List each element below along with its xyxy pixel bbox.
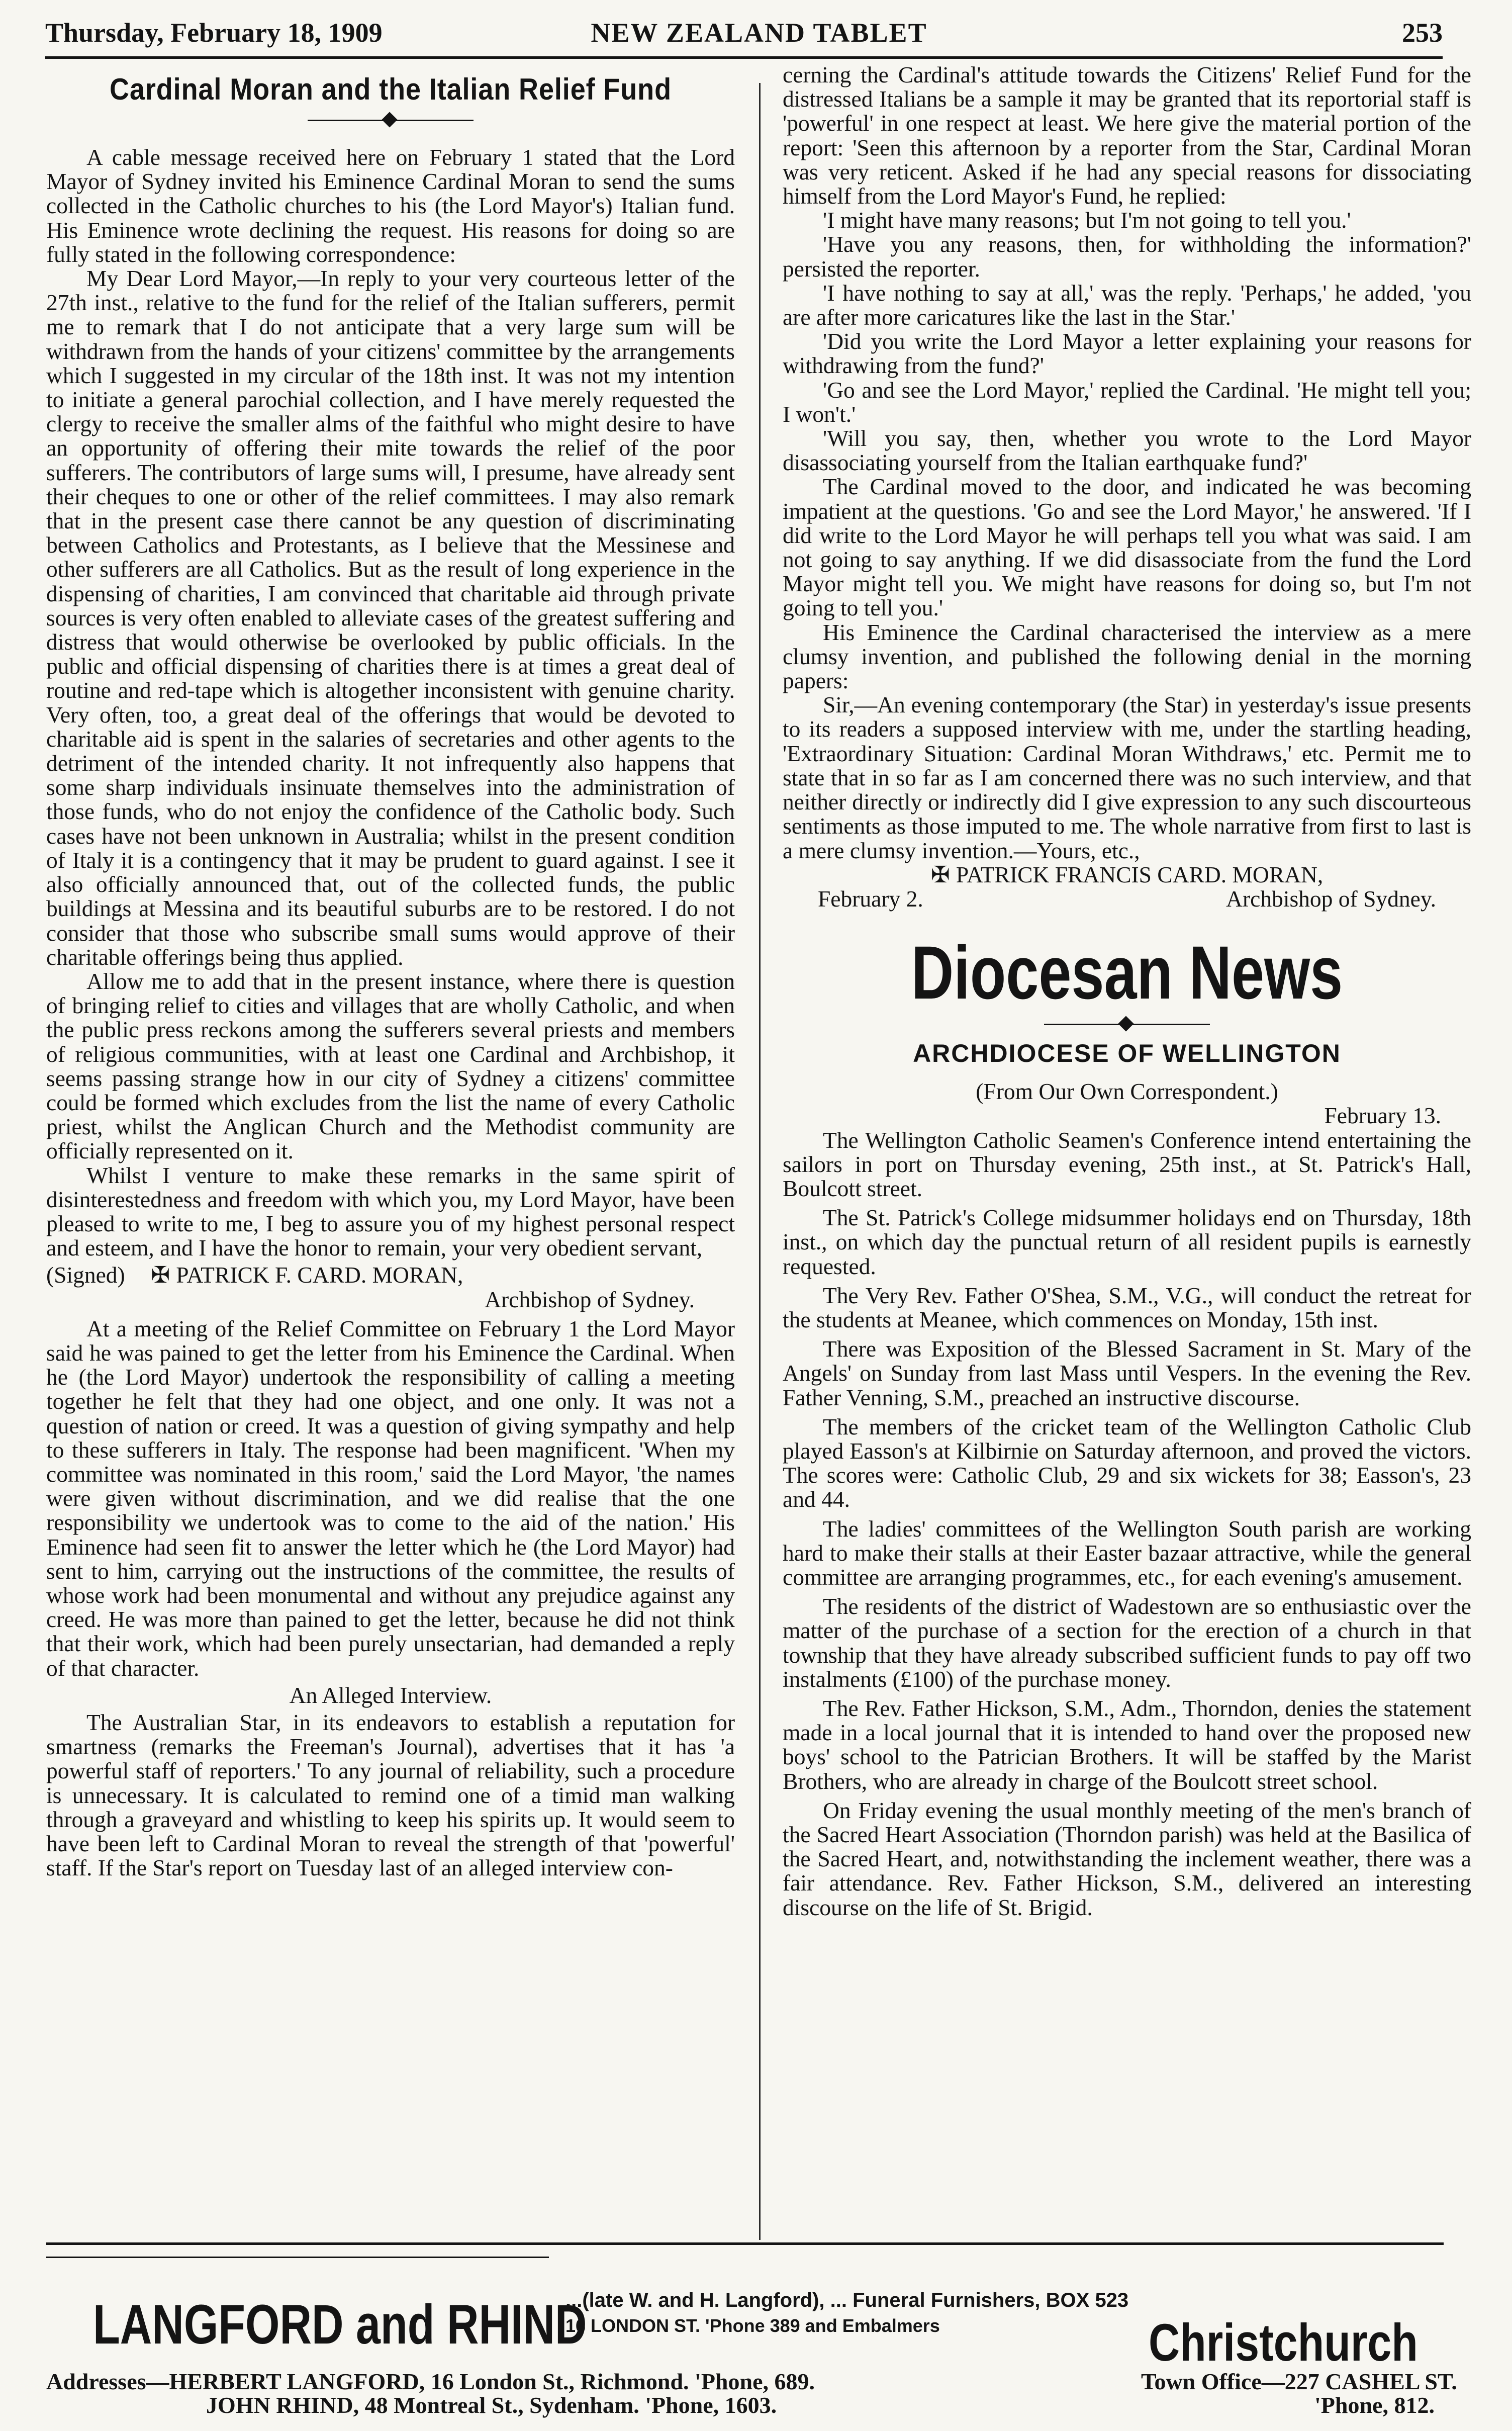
news-item: There was Exposition of the Blessed Sacrament in St. Mary of the Angels' on Sunday from last Mass until Vespers. In the evening the Rev. Father Venning, S.M., preached an instructive discourse.	[783, 1336, 1471, 1410]
title-ornament	[783, 1014, 1471, 1034]
letter-paragraph: Allow me to add that in the present instance, where there is question of bringing relief to cities and villages that are wholly Catholic, and when the public press reckons among the sufferers several priests and members of religious communities, with at least one Cardinal and Archbishop, it seems passing strange how in our city of Sydney a citizens' committee could be formed which excludes from the list the name of every Catholic priest, whilst the Anglican Church and the Methodist community are officially represented on it.	[46, 968, 735, 1164]
advertiser-details: ...(late W. and H. Langford), ... Funeral Furnishers, BOX 523	[565, 2289, 1129, 2311]
section-subheading: An Alleged Interview.	[289, 1682, 492, 1708]
article-paragraph: The Australian Star, in its endeavors to establish a reputation for smartness (remarks the Freeman's Journal), advertises that it has 'a powerful staff of reporters.' To any journal of reliability, such a procedure is unnecessary. It is calculated to remind one of a timid man walking through a graveyard and whistling to keep his spirits up. It would seem to have been left to Cardinal Moran to reveal the strength of that 'powerful' staff. If the Star's report on Tuesday last of an alleged interview con-	[46, 1709, 735, 1881]
advertiser-street: 16 LONDON ST. 'Phone 389 and Embalmers	[565, 2315, 940, 2336]
news-item: The members of the cricket team of the Wellington Catholic Club played Easson's at Kilbirnie on Saturday afternoon, and proved the victors. The scores were: Catholic Club, 29 and six wickets for 38; Easson's, 23 and 44.	[783, 1413, 1471, 1512]
news-item: The St. Patrick's College midsummer holidays end on Thursday, 18th inst., on which day the punctual return of all resident pupils is earnestly requested.	[783, 1205, 1471, 1279]
interview-line: 'I have nothing to say at all,' was the reply. 'Perhaps,' he added, 'you are after more caricatures like the last in the Star.'	[783, 280, 1471, 330]
page-header	[45, 11, 1443, 59]
right-column	[783, 63, 1471, 1920]
signature-name: PATRICK FRANCIS CARD. MORAN,	[956, 861, 1324, 887]
news-item: The Rev. Father Hickson, S.M., Adm., Thorndon, denies the statement made in a local journal that it is intended to hand over the proposed new boys' school to the Patrician Brothers. It will be staffed by the Marist Brothers, who are already in charge of the Boulcott street school.	[783, 1695, 1471, 1794]
column-divider	[759, 83, 761, 2240]
interview-line: 'Will you say, then, whether you wrote to the Lord Mayor disassociating yourself from the Italian earthquake fund?'	[783, 425, 1471, 476]
news-item: The Very Rev. Father O'Shea, S.M., V.G., will conduct the retreat for the students at Meanee, which commences on Monday, 15th inst.	[783, 1282, 1471, 1332]
signature-title: Archbishop of Sydney.	[1226, 885, 1436, 912]
article-paragraph: A cable message received here on February 1 stated that the Lord Mayor of Sydney invited his Eminence Cardinal Moran to send the sums collected in the Catholic churches to his (the Lord Mayor's) Italian fund. His Eminence wrote declining the request. His reasons for doing so are fully stated in the following correspondence:	[46, 144, 735, 267]
interview-line: 'Go and see the Lord Mayor,' replied the Cardinal. 'He might tell you; I won't.'	[783, 377, 1471, 427]
article-paragraph: cerning the Cardinal's attitude towards the Citizens' Relief Fund for the distressed Italians be a sample it may be granted that its reportorial staff is 'powerful' in one respect at least. We here give the material portion of the report: 'Seen this afternoon by a reporter from the Star, Cardinal Moran was very reticent. Asked if he had any special reasons for dissociating himself from the Lord Mayor's Fund, he replied:	[783, 62, 1471, 209]
interview-line: 'Have you any reasons, then, for withholding the information?' persisted the reporter.	[783, 231, 1471, 282]
signature-date: February 2.	[818, 885, 923, 912]
signature-title: Archbishop of Sydney.	[485, 1286, 695, 1312]
article-paragraph: The Cardinal moved to the door, and indicated he was becoming impatient at the questions. 'Go and see the Lord Mayor,' he answered. 'If I did write to the Lord Mayor he will perhaps tell you what was said. I am not going to say anything. If we did disassociate from the fund the Lord Mayor might tell you. We might have reasons for doing so, but I'm not going to tell you.'	[783, 474, 1471, 621]
article-title: Cardinal Moran and the Italian Relief Fund	[110, 72, 672, 106]
archdiocese-heading: ARCHDIOCESE OF WELLINGTON	[913, 1039, 1341, 1068]
advertiser-name: LANGFORD and RHIND	[93, 2294, 587, 2356]
correspondent-line: (From Our Own Correspondent.)	[976, 1078, 1278, 1105]
signature-name: PATRICK F. CARD. MORAN,	[176, 1262, 463, 1288]
letter-paragraph: Whilst I venture to make these remarks in the same spirit of disinterestedness and freedom with which you, my Lord Mayor, have been pleased to write to me, I beg to assure you of my highest personal respect and esteem, and I have the honor to remain, your very obedient servant,	[46, 1162, 735, 1261]
left-column	[46, 63, 735, 1880]
interview-line: 'Did you write the Lord Mayor a letter explaining your reasons for withdrawing from the fund?'	[783, 328, 1471, 379]
interview-line: 'I might have many reasons; but I'm not going to tell you.'	[823, 207, 1351, 233]
cross-icon: ✠	[930, 861, 950, 887]
town-office: Town Office—227 CASHEL ST.	[1141, 2369, 1457, 2394]
article-paragraph: His Eminence the Cardinal characterised the interview as a mere clumsy invention, and published the following denial in the morning papers:	[783, 619, 1471, 694]
signature-line	[46, 1263, 735, 1287]
signature-line	[783, 863, 1471, 887]
news-item: The residents of the district of Wadestown are so enthusiastic over the matter of the purchase of a section for the erection of a church in that township that they have already subscribed sufficient funds to pay off two instalments (£100) of the purchase money.	[783, 1593, 1471, 1692]
news-date: February 13.	[1324, 1103, 1441, 1129]
letter-paragraph: Sir,—An evening contemporary (the Star) in yesterday's issue presents to its readers a supposed interview with me, under the startling heading, 'Extraordinary Situation: Cardinal Moran Withdraws,' etc. Permit me to state that in so far as I am concerned there was no such interview, and that neither directly or indirectly did I give expression to any such discourteous sentiments as those imputed to me. The whole narrative from first to last is a mere clumsy invention.—Yours, etc.,	[783, 692, 1471, 863]
signature-date-line	[783, 887, 1471, 911]
advertiser-city: Christchurch	[1149, 2313, 1418, 2372]
title-ornament	[46, 110, 735, 130]
cross-icon: ✠	[151, 1262, 170, 1288]
town-office-phone: 'Phone, 812.	[1314, 2392, 1435, 2418]
header-date: Thursday, February 18, 1909	[45, 18, 383, 48]
news-item: On Friday evening the usual monthly meeting of the men's branch of the Sacred Heart Association (Thorndon parish) was held at the Basilica of the Sacred Heart, and, notwithstanding the inclement weather, there was a fair attendance. Rev. Father Hickson, S.M., delivered an interesting discourse on the life of St. Brigid.	[783, 1797, 1471, 1920]
diocesan-news-title: Diocesan News	[911, 930, 1343, 1015]
advertisement-rule	[46, 2257, 549, 2258]
article-paragraph: At a meeting of the Relief Committee on February 1 the Lord Mayor said he was pained to get the letter from his Eminence the Cardinal. When he (the Lord Mayor) undertook the responsibility of calling a meeting together he felt that they had one object, and one only. It was not a question of nation or creed. It was a question of giving sympathy and help to these sufferers in Italy. The response had been magnificent. 'When my committee was nominated in this room,' said the Lord Mayor, 'the names were given without discrimination, and we did realise that the one responsibility we undertook was to come to the aid of the nation.' His Eminence had seen fit to answer the letter which he (the Lord Mayor) had sent to him, carrying out the instructions of the committee, the results of whose work had been monumental and without any prejudice against any creed. He was more than pained to get the letter, because he did not think that their work, which had been purely unsectarian, had demanded a reply of that character.	[46, 1315, 735, 1681]
signed-label: (Signed)	[46, 1262, 125, 1288]
advertiser-address-1: Addresses—HERBERT LANGFORD, 16 London St., Richmond. 'Phone, 689.	[46, 2369, 815, 2394]
page-number: 253	[1402, 18, 1443, 48]
news-item: The Wellington Catholic Seamen's Conference intend entertaining the sailors in port on Thursday evening, 25th inst., at St. Patrick's Hall, Boulcott street.	[783, 1127, 1471, 1201]
header-title: NEW ZEALAND TABLET	[591, 18, 927, 48]
letter-paragraph: My Dear Lord Mayor,—In reply to your very courteous letter of the 27th inst., relative to the fund for the relief of the Italian sufferers, permit me to remark that I do not anticipate that a very large sum will be withdrawn from the hands of your citizens' committee by the arrangements which I suggested in my circular of the 18th inst. It was not my intention to initiate a general parochial collection, and I have merely requested the clergy to receive the smaller alms of the faithful who might desire to have an opportunity of offering their mite towards the relief of the poor sufferers. The contributors of large sums will, I presume, have already sent their cheques to one or other of the relief committees. I may also remark that in the present case there cannot be any question of discriminating between Catholics and Protestants, as I believe that the Messinese and other sufferers are all Catholics. But as the result of long experience in the dispensing of charities, I am convinced that charitable aid through private sources is very often enabled to alleviate cases of the greatest suffering and distress that would otherwise be overlooked by public officials. In the public and official dispensing of charities there is at times a great deal of routine and red-tape which is altogether inconsistent with genuine charity. Very often, too, a great deal of the offerings that would be devoted to charitable aid is spent in the salaries of secretaries and other agents to the detriment of the intended charity. It not infrequently also happens that some sharp individuals insinuate themselves into the administration of those funds, who do not enjoy the confidence of the Catholic body. Such cases have not been unknown in Australia; whilst in the present condition of Italy it is a contingency that it may be prudent to guard against. I see it also officially announced that, out of the collected funds, the public buildings at Messina and its beautiful suburbs are to be restored. I do not consider that those who subscribe small sums would approve of their charitable offerings being thus applied.	[46, 265, 735, 970]
advertiser-address-2: JOHN RHIND, 48 Montreal St., Sydenham. 'Phone, 1603.	[206, 2392, 777, 2418]
news-item: The ladies' committees of the Wellington South parish are working hard to make their stalls at their Easter bazaar attractive, while the general committee are arranging programmes, etc., for each evening's amusement.	[783, 1515, 1471, 1590]
